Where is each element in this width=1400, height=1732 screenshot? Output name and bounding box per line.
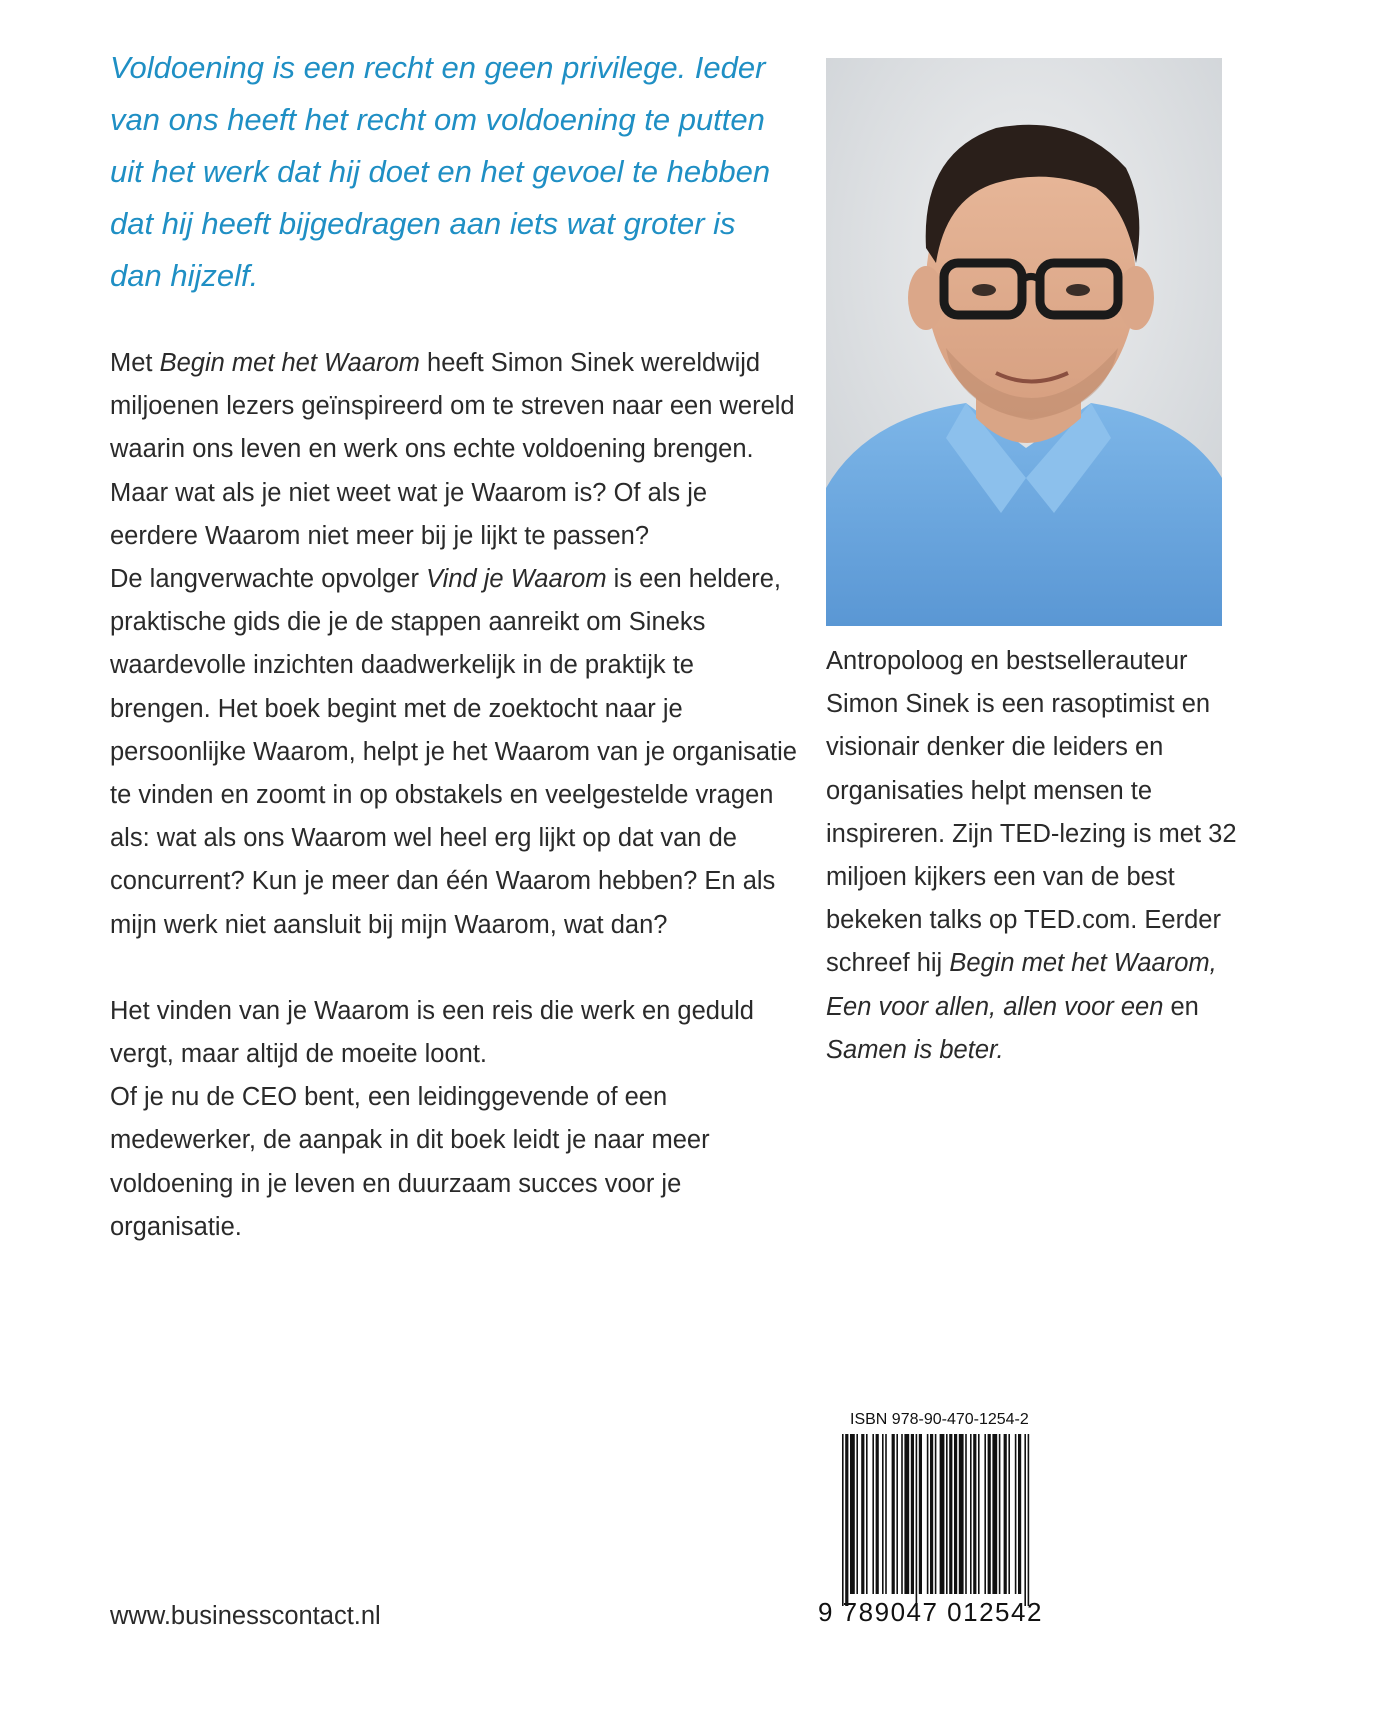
barcode-bar [954, 1434, 957, 1594]
barcode-bar [1028, 1434, 1030, 1606]
barcode-bar [876, 1434, 879, 1594]
author-bio-text: Antropoloog en bestsellerauteur Simon Sinek is een rasoptimist en visionair denker die leiders en organisaties helpt mensen te inspireren. Zijn TED-lezing is met 32 miljoen kijkers een van de best bekeken talks op TED.com. Eerder schreef hij Begin met het Waarom, Een voor allen, allen voor een en Samen is beter. [826, 647, 1237, 1064]
barcode-bar [992, 1434, 997, 1594]
barcode-bar [850, 1434, 855, 1594]
description-paragraph-2: De langverwachte opvolger Vind je Waarom is een heldere, praktische gids die je de stappen aanreikt om Sineks waardevolle inzichten daadwerkelijk in de praktijk te brengen. Het boek begint met de zoektocht naar je persoonlijke Waarom, helpt je het Waarom van je organisatie te vinden en zoomt in op obstakels en veelgestelde vragen als: wat als ons Waarom wel heel erg lijkt op dat van de concurrent? Kun je meer dan één Waarom hebben? En als mijn werk niet aansluit bij mijn Waarom, wat dan? [110, 565, 797, 939]
isbn-label: ISBN 978-90-470-1254-2 [850, 1411, 1029, 1428]
barcode-bar [911, 1434, 914, 1594]
isbn-barcode [818, 1410, 1048, 1626]
author-bio [826, 640, 1246, 1072]
barcode-bar [959, 1434, 964, 1594]
barcode-bar [970, 1434, 972, 1594]
barcode-bar [904, 1434, 909, 1594]
barcode-bar [1024, 1434, 1026, 1606]
barcode-bar [896, 1434, 898, 1594]
barcode-bar [930, 1434, 933, 1594]
barcode-bar [949, 1434, 952, 1594]
book-title-samen-is-beter: Samen is beter. [826, 1035, 1004, 1064]
barcode-bar [1018, 1434, 1021, 1594]
barcode-bar [861, 1434, 864, 1594]
quote-line: Voldoening is een recht en geen privilege. Ieder [110, 50, 766, 85]
barcode-bar [946, 1434, 948, 1594]
book-title-begin-met-het-waarom: Begin met het Waarom [159, 349, 420, 377]
barcode-bar [999, 1434, 1001, 1594]
barcode-bar [845, 1434, 848, 1606]
barcode-bar [935, 1434, 937, 1594]
quote-line: van ons heeft het recht om voldoening te putten [110, 102, 765, 137]
book-titles-italic: Begin met het Waarom, Een voor allen, allen voor een [826, 949, 1217, 1021]
barcode-bar [842, 1434, 844, 1606]
barcode-bar [973, 1434, 976, 1594]
pull-quote [110, 42, 800, 302]
barcode-bar [978, 1434, 980, 1594]
barcode-bar [965, 1434, 967, 1594]
barcode-bar [892, 1434, 895, 1594]
barcode-bar [866, 1434, 868, 1594]
barcode-bar [901, 1434, 903, 1594]
barcode-bar [872, 1434, 874, 1594]
quote-line: dat hij heeft bijgedragen aan iets wat groter is [110, 206, 736, 241]
barcode-bar [1015, 1434, 1017, 1594]
barcode-digits: 9 789047 012542 [818, 1597, 1043, 1627]
description-paragraph-1: Met Begin met het Waarom heeft Simon Sinek wereldwijd miljoenen lezers geïnspireerd om te streven naar een wereld waarin ons leven en werk ons echte voldoening brengen. Maar wat als je niet weet wat je Waarom is? Of als je eerdere Waarom niet meer bij je lijkt te passen? [110, 349, 795, 550]
barcode-bar [919, 1434, 922, 1594]
author-portrait-illustration [826, 58, 1222, 626]
barcode-bar [856, 1434, 858, 1594]
description-paragraph-4: Of je nu de CEO bent, een leidinggevende of een medewerker, de aanpak in dit boek leidt je naar meer voldoening in je leven en duurzaam succes voor je organisatie. [110, 1083, 710, 1241]
book-description [110, 342, 800, 1249]
barcode-bar [984, 1434, 986, 1594]
barcode-bar [988, 1434, 991, 1594]
barcode-bar [940, 1434, 945, 1594]
barcode-bar [1008, 1434, 1010, 1594]
barcode-bar [916, 1434, 918, 1606]
barcode-bar [1004, 1434, 1007, 1594]
quote-line: uit het werk dat hij doet en het gevoel te hebben [110, 154, 771, 189]
barcode-bar [927, 1434, 929, 1594]
barcode-bars [818, 1434, 1048, 1606]
barcode-bar [882, 1434, 884, 1594]
author-photo [826, 58, 1222, 626]
publisher-website: www.businesscontact.nl [110, 1602, 381, 1630]
book-title-vind-je-waarom: Vind je Waarom [426, 565, 607, 594]
quote-line: dan hijzelf. [110, 258, 259, 293]
barcode-bar [885, 1434, 887, 1594]
description-paragraph-3: Het vinden van je Waarom is een reis die werk en geduld vergt, maar altijd de moeite loont. [110, 996, 754, 1069]
